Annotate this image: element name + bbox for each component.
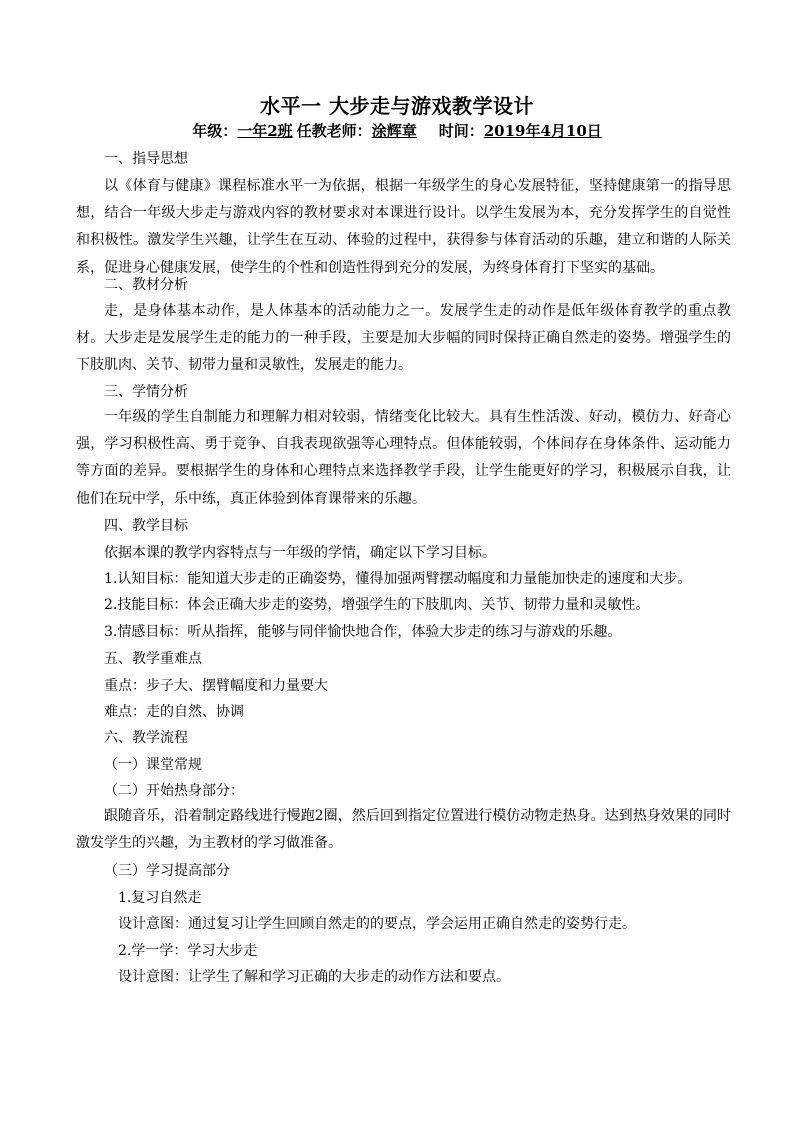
grade-value: 一年2班 (237, 122, 293, 140)
teaching-goals-intro: 依据本课的教学内容特点与一年级的学情，确定以下学习目标。 (104, 545, 496, 561)
subheading-class-routine: （一）课堂常规 (104, 757, 202, 773)
item-review-natural-walk: 1.复习自然走 (118, 890, 202, 906)
goal-skill: 2.技能目标：体会正确大步走的姿势，增强学生的下肢肌肉、关节、韧带力量和灵敏性。 (104, 597, 650, 613)
difficult-point: 难点：走的自然、协调 (104, 704, 244, 720)
material-analysis-paragraph: 走，是身体基本动作，是人体基本的活动能力之一。发展学生走的动作是低年级体育教学的重点教材。大步走是发展学生走的能力的一种手段，主要是加大步幅的同时保持正确自然走的姿势。增强学生的下肢肌肉、关节、韧带力量和灵敏性，发展走的能力。 (76, 303, 731, 374)
section-heading-material-analysis: 二、教材分析 (104, 277, 188, 293)
section-heading-teaching-goals: 四、教学目标 (104, 518, 188, 534)
section-heading-key-difficult-points: 五、教学重难点 (104, 651, 202, 667)
section-heading-guiding-thought: 一、指导思想 (104, 151, 188, 167)
item-review-design-intent: 设计意图：通过复习让学生回顾自然走的的要点，学会运用正确自然走的姿势行走。 (118, 916, 636, 932)
item-learn-design-intent: 设计意图：让学生了解和学习正确的大步走的动作方法和要点。 (118, 969, 510, 985)
time-value: 2019年4月10日 (483, 122, 602, 140)
subheading-learning-improvement: （三）学习提高部分 (104, 863, 230, 879)
key-point: 重点：步子大、摆臂幅度和力量要大 (104, 678, 328, 694)
subheading-warm-up: （二）开始热身部分： (104, 783, 244, 799)
learner-analysis-paragraph: 一年级的学生自制能力和理解力相对较弱，情绪变化比较大。具有生性活泼、好动，模仿力、好奇心强，学习积极性高、勇于竞争、自我表现欲强等心理特点。但体能较弱，个体间存在身体条件、运动能力等方面的差异。要根据学生的身体和心理特点来选择教学手段，让学生能更好的学习，积极展示自我，让他们在玩中学，乐中练，真正体验到体育课带来的乐趣。 (76, 409, 731, 507)
teacher-label: 任教老师： (296, 122, 372, 140)
section-heading-teaching-process: 六、教学流程 (104, 730, 188, 746)
teacher-value: 涂辉章 (371, 122, 417, 140)
goal-affective: 3.情感目标：听从指挥，能够与同伴愉快地合作，体验大步走的练习与游戏的乐趣。 (104, 624, 622, 640)
guiding-thought-paragraph: 以《体育与健康》课程标准水平一为依据，根据一年级学生的身心发展特征，坚持健康第一的指导思想，结合一年级大步走与游戏内容的教材要求对本课进行设计。以学生发展为本，充分发挥学生的自觉性和积极性。激发学生兴趣，让学生在互动、体验的过程中，获得参与体育活动的乐趣，建立和谐的人际关系，促进身心健康发展，使学生的个性和创造性得到充分的发展，为终身体育打下坚实的基础。 (76, 178, 731, 276)
goal-cognitive: 1.认知目标：能知道大步走的正确姿势，懂得加强两臂摆动幅度和力量能加快走的速度和大步。 (104, 571, 692, 587)
grade-label: 年级： (192, 122, 238, 140)
page-title: 水平一 大步走与游戏教学设计 (260, 94, 534, 118)
item-learn-big-stride: 2.学一学：学习大步走 (118, 943, 258, 959)
warm-up-paragraph: 跟随音乐，沿着制定路线进行慢跑2圈，然后回到指定位置进行模仿动物走热身。达到热身效果的同时激发学生的兴趣，为主教材的学习做准备。 (76, 808, 731, 852)
lesson-meta (0, 120, 794, 141)
time-label: 时间： (438, 122, 484, 140)
section-heading-learner-analysis: 三、学情分析 (104, 384, 188, 400)
